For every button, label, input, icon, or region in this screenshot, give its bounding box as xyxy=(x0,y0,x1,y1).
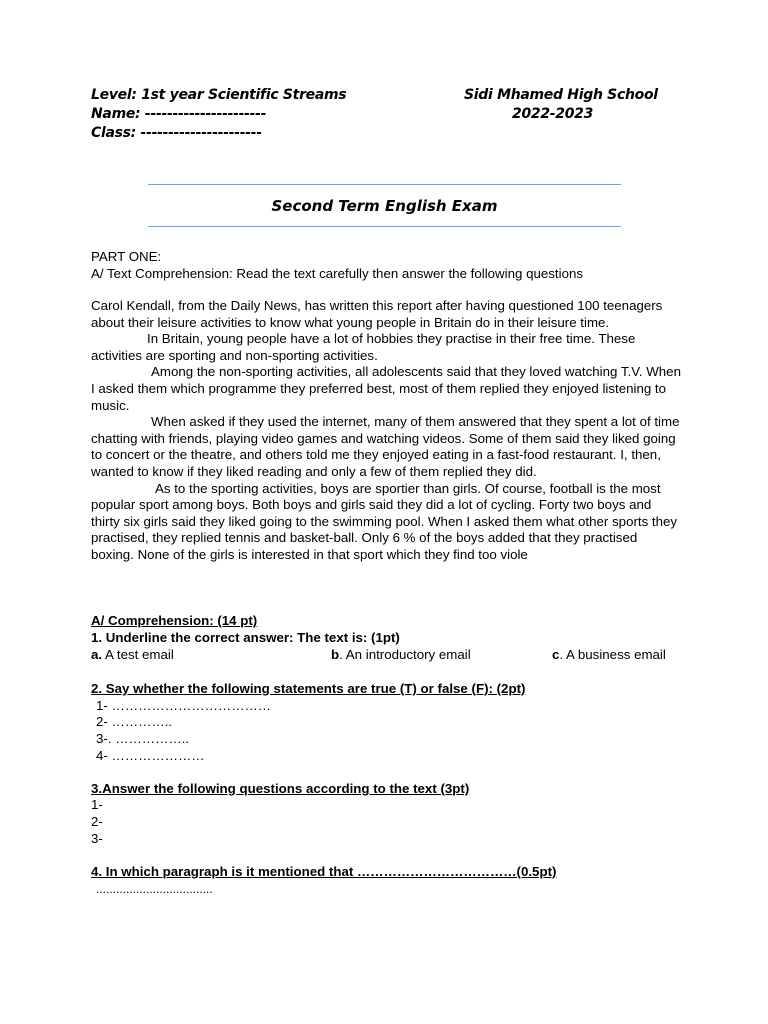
answer-line: 3- xyxy=(91,831,103,846)
answer-line: 2- xyxy=(91,814,103,829)
option-text: . An introductory email xyxy=(339,647,471,662)
option-text: . A business email xyxy=(559,647,666,662)
option-text: A test email xyxy=(102,647,174,662)
comprehension-heading: A/ Comprehension: (14 pt) xyxy=(91,613,258,628)
part-heading: PART ONE: xyxy=(91,249,162,264)
answer-line: 1- xyxy=(91,797,103,812)
passage-paragraph: In Britain, young people have a lot of hobbies they practise in their free time. These activities are sporting and non-sporting activities. xyxy=(91,331,636,363)
question-4-prompt: 4. In which paragraph is it mentioned that ………………………………(0.5pt) xyxy=(91,864,557,879)
question-3-prompt: 3.Answer the following questions according to the text (3pt) xyxy=(91,781,470,796)
part-instruction: A/ Text Comprehension: Read the text carefully then answer the following questions xyxy=(91,265,584,281)
question-2-prompt: 2. Say whether the following statements are true (T) or false (F): (2pt) xyxy=(91,681,526,696)
school-year: 2022-2023 xyxy=(512,106,594,122)
title-rule-top xyxy=(148,184,621,185)
answer-line: ................................... xyxy=(96,882,213,896)
question-1-prompt: 1. Underline the correct answer: The text is: (1pt) xyxy=(91,630,400,645)
passage-paragraph: Among the non-sporting activities, all adolescents said that they loved watching T.V. When I asked them which programme they preferred best, most of them replied they enjoyed listening to music. xyxy=(91,364,681,413)
answer-line: 4- ………………… xyxy=(96,748,205,763)
answer-line: 2- ………….. xyxy=(96,714,173,729)
option-b xyxy=(331,647,471,664)
level-label: Level: 1st year Scientific Streams xyxy=(91,87,347,103)
title-rule-bottom xyxy=(148,226,621,227)
option-letter: b xyxy=(331,647,340,662)
school-name: Sidi Mhamed High School xyxy=(464,87,658,103)
passage-paragraph: When asked if they used the internet, many of them answered that they spent a lot of time chatting with friends, playing video games and watching videos. Some of them said they liked going to concert or the theatre, and others told me they enjoyed eating in a fast-food restaurant. I, then, wanted to know if they liked reading and only a few of them replied they did. xyxy=(91,414,680,479)
part-block xyxy=(91,249,681,282)
answer-line: 3-. …………….. xyxy=(96,731,190,746)
option-letter: c xyxy=(552,647,560,662)
passage-paragraph: As to the sporting activities, boys are sportier than girls. Of course, football is the most popular sport among boys. Both boys and girls said they did a lot of cycling. Forty two boys and thirty six girls said they liked going to the swimming pool. When I asked them what other sports they practised, they replied tennis and basket-ball. Only 6 % of the boys added that they practised boxing. None of the girls is interested in that sport which they find too viole xyxy=(91,480,678,562)
option-letter: a. xyxy=(91,647,103,662)
option-a xyxy=(91,647,174,664)
reading-passage xyxy=(91,298,681,564)
answer-line: 1- ……………………………… xyxy=(96,698,272,713)
exam-title: Second Term English Exam xyxy=(271,197,498,215)
option-c xyxy=(552,647,666,664)
name-field-label: Name: ---------------------- xyxy=(91,106,267,122)
class-field-label: Class: ---------------------- xyxy=(91,125,262,141)
passage-paragraph: Carol Kendall, from the Daily News, has written this report after having questioned 100 teenagers about their leisure activities to know what young people in Britain do in their leisure time. xyxy=(91,298,663,330)
